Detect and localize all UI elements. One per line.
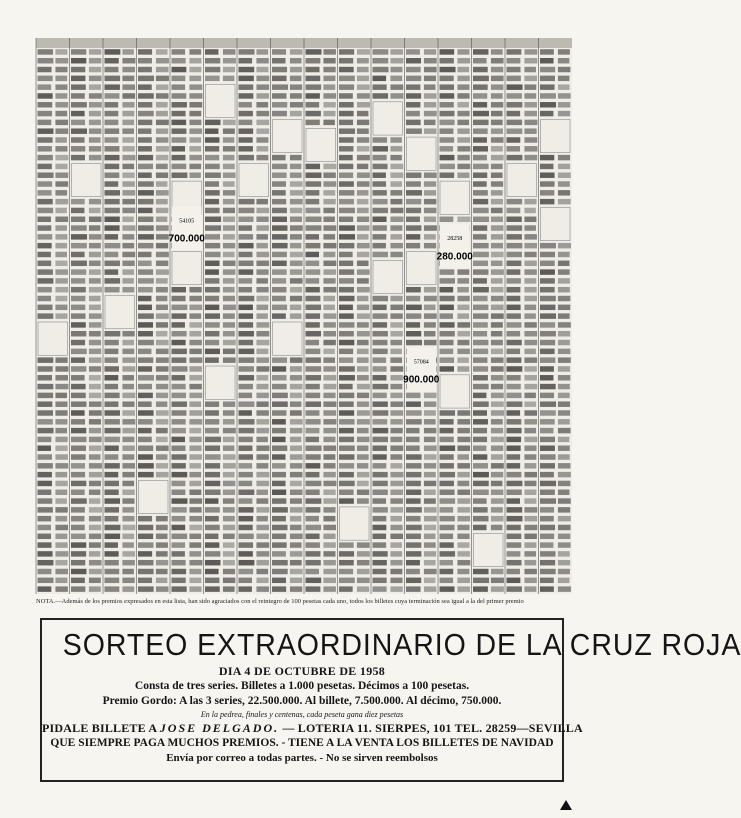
ad-contact-post: — LOTERIA 11. SIERPES, 101 TEL. 28259—SEVILLA (282, 721, 583, 735)
ad-contact-brand: JOSE DELGADO. (159, 721, 280, 735)
prize-amount: 900.000 (403, 374, 440, 386)
ad-line-promo: QUE SIEMPRE PAGA MUCHOS PREMIOS. - TIENE A LA VENTA LOS BILLETES DE NAVIDAD (50, 737, 554, 749)
lottery-advertisement (40, 618, 741, 782)
ad-title: SORTEO EXTRAORDINARIO DE LA CRUZ ROJA (62, 627, 741, 662)
ad-line-series: Consta de tres series. Billetes a 1.000 pesetas. Décimos a 100 pesetas. (134, 680, 470, 692)
prize-amount: 280.000 (436, 251, 473, 263)
prize-number: 57084 (413, 359, 429, 366)
prize-number: 28258 (447, 235, 463, 242)
ad-line-shipping: Envía por correo a todas partes. - No se sirven reembolsos (166, 752, 438, 764)
ad-date: DIA 4 DE OCTUBRE DE 1958 (218, 664, 386, 678)
prize-number: 54105 (179, 218, 195, 225)
footnote: NOTA.—Además de los premios expresados en esta lista, han sido agraciados con el reintegro de 100 pesetas cada uno, todos los billetes cuya terminación sea igual a la del primer premio (36, 598, 524, 605)
ad-contact (42, 720, 583, 736)
ad-contact-pre: PIDALE BILLETE A (42, 721, 157, 735)
results-grid (36, 38, 572, 594)
lottery-results-table (36, 38, 572, 594)
triangle-mark-icon (560, 800, 572, 810)
ad-line-prize: Premio Gordo: A las 3 series, 22.500.000. Al billete, 7.500.000. Al décimo, 750.000. (102, 695, 502, 707)
ad-small-line: En la pedrea, finales y centenas, cada peseta gana diez pesetas (200, 710, 404, 719)
prize-amount: 700.000 (168, 233, 205, 245)
